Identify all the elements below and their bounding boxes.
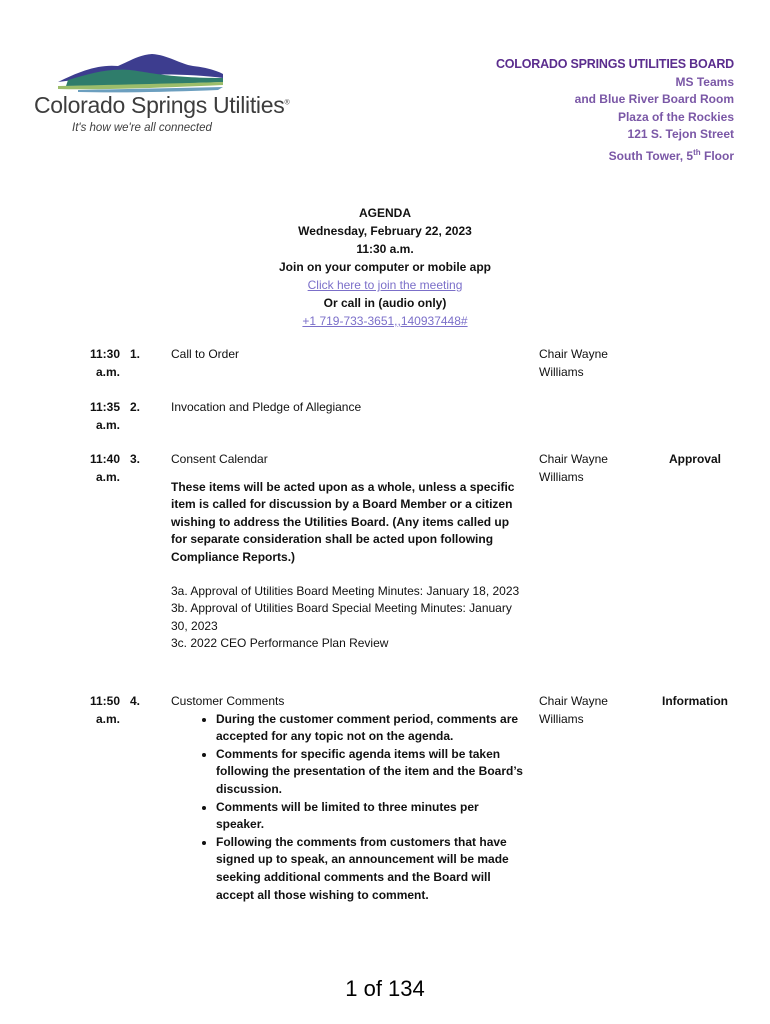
list-item: • Comments for specific agenda items will be taken following the presentation of the item and the Board’s discussion. — [216, 746, 526, 799]
list-item: • Comments will be limited to three minutes per speaker. — [216, 799, 526, 834]
board-name: COLORADO SPRINGS UTILITIES BOARD — [495, 57, 734, 71]
list-item: • During the customer comment period, comments are accepted for any topic not on the agenda. — [216, 711, 526, 746]
sub-item: 3c. 2022 CEO Performance Plan Review — [171, 636, 389, 651]
item-presenter: Chair Wayne Williams — [539, 347, 608, 379]
item-body — [171, 451, 526, 653]
consent-sub-items — [171, 583, 526, 653]
join-text: Join on your computer or mobile app — [278, 260, 491, 274]
address-line-1: MS Teams — [675, 74, 734, 89]
address-line-4: 121 S. Tejon Street — [627, 127, 734, 142]
agenda-header — [0, 204, 770, 330]
address-line-2: and Blue River Board Room — [574, 92, 734, 107]
item-number: 2. — [130, 400, 141, 414]
join-meeting-link[interactable]: Click here to join the meeting — [307, 278, 463, 292]
agenda-title: AGENDA — [358, 206, 411, 220]
item-number: 4. — [130, 694, 141, 708]
mountain-logo-icon — [58, 52, 228, 94]
item-title: Consent Calendar — [171, 452, 268, 466]
sub-item: 3b. Approval of Utilities Board Special Meeting Minutes: January 30, 2023 — [171, 601, 512, 633]
item-time: 11:40 a.m. — [89, 452, 120, 484]
item-body — [171, 693, 526, 904]
meeting-time: 11:30 a.m. — [356, 242, 414, 256]
list-item: • Following the comments from customers that have signed up to speak, an announcement will be made seeking additional comments and the Board will accept all those wishing to comment. — [216, 834, 526, 904]
item-title: Invocation and Pledge of Allegiance — [171, 400, 362, 414]
meeting-location — [496, 56, 734, 166]
item-title: Customer Comments — [171, 694, 285, 708]
call-in-text: Or call in (audio only) — [323, 296, 447, 310]
item-title: Call to Order — [171, 347, 240, 361]
meeting-date: Wednesday, February 22, 2023 — [298, 224, 472, 238]
sub-item: 3a. Approval of Utilities Board Meeting Minutes: January 18, 2023 — [171, 583, 520, 598]
item-time: 11:50 a.m. — [89, 694, 120, 726]
item-presenter: Chair Wayne Williams — [539, 694, 608, 726]
comment-rules-list — [171, 711, 526, 905]
item-action: Information — [662, 694, 728, 708]
item-action: Approval — [668, 452, 721, 466]
page-number: 1 of 134 — [345, 976, 425, 1001]
phone-link[interactable]: +1 719-733-3651,,140937448# — [302, 314, 468, 328]
item-presenter: Chair Wayne Williams — [539, 452, 608, 484]
logo-tagline: It's how we're all connected — [72, 122, 212, 134]
consent-note: These items will be acted upon as a whole, unless a specific item is called for discussion by a Board Member or a citizen wishing to address the Utilities Board. (Any items called up for separate consideration shall be acted upon following Compliance Reports.) — [171, 479, 515, 564]
logo-name: Colorado Springs Utilities® — [34, 92, 290, 118]
address-line-5: South Tower, 5th Floor — [608, 147, 734, 163]
item-time: 11:30 a.m. — [89, 347, 120, 379]
item-number: 3. — [130, 452, 141, 466]
company-logo — [32, 52, 290, 142]
item-number: 1. — [130, 347, 141, 361]
address-line-3: Plaza of the Rockies — [617, 109, 734, 124]
item-time: 11:35 a.m. — [89, 400, 120, 432]
